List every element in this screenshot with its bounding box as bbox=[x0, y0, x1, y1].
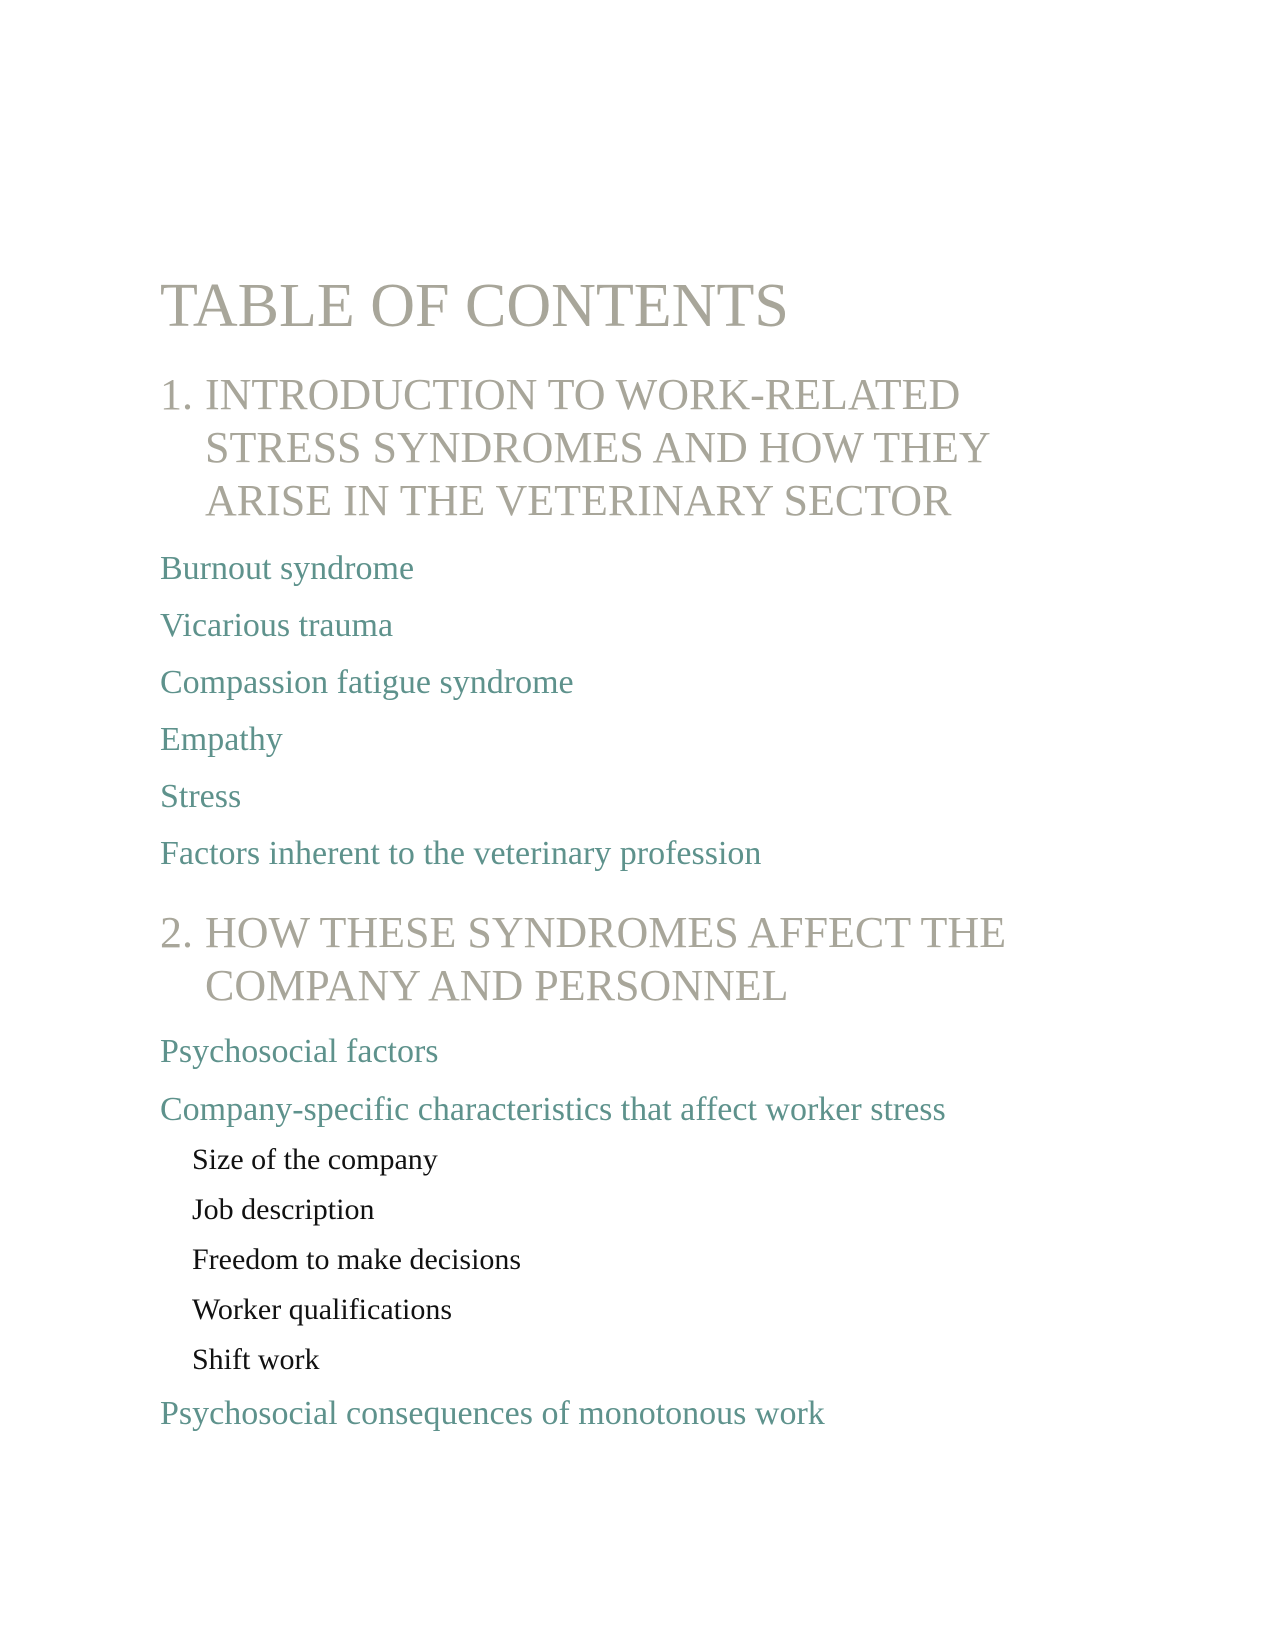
toc-subitem-shift-work[interactable]: Shift work bbox=[192, 1343, 320, 1376]
toc-subitem-freedom-decisions[interactable]: Freedom to make decisions bbox=[192, 1243, 522, 1276]
section-1-number: 1. bbox=[160, 370, 193, 419]
toc-item-compassion-fatigue[interactable]: Compassion fatigue syndrome bbox=[160, 664, 574, 701]
toc-item-monotonous-work[interactable]: Psychosocial consequences of monotonous work bbox=[160, 1395, 825, 1432]
toc-item-veterinary-factors[interactable]: Factors inherent to the veterinary profession bbox=[160, 835, 762, 872]
toc-item-company-characteristics[interactable]: Company-specific characteristics that affect worker stress bbox=[160, 1091, 946, 1128]
page-title: TABLE OF CONTENTS bbox=[160, 272, 789, 340]
section-2-heading-line: COMPANY AND PERSONNEL bbox=[205, 961, 789, 1010]
toc-item-empathy[interactable]: Empathy bbox=[160, 721, 283, 758]
section-1-heading-line: STRESS SYNDROMES AND HOW THEY bbox=[205, 423, 991, 472]
toc-item-stress[interactable]: Stress bbox=[160, 778, 242, 815]
toc-subitem-company-size[interactable]: Size of the company bbox=[192, 1143, 438, 1176]
section-2-heading bbox=[160, 906, 1160, 1012]
section-1-heading-line: ARISE IN THE VETERINARY SECTOR bbox=[205, 476, 952, 525]
toc-item-burnout-syndrome[interactable]: Burnout syndrome bbox=[160, 550, 415, 587]
section-1-heading bbox=[160, 368, 1160, 527]
section-1-heading-line: INTRODUCTION TO WORK-RELATED bbox=[205, 370, 961, 419]
table-of-contents-page bbox=[160, 270, 1160, 1434]
toc-subitem-job-description[interactable]: Job description bbox=[192, 1193, 375, 1226]
section-2-heading-line: HOW THESE SYNDROMES AFFECT THE bbox=[205, 908, 1007, 957]
section-2-number: 2. bbox=[160, 908, 193, 957]
toc-item-psychosocial-factors[interactable]: Psychosocial factors bbox=[160, 1033, 439, 1070]
toc-item-vicarious-trauma[interactable]: Vicarious trauma bbox=[160, 607, 394, 644]
toc-subitem-worker-qualifications[interactable]: Worker qualifications bbox=[192, 1293, 452, 1326]
